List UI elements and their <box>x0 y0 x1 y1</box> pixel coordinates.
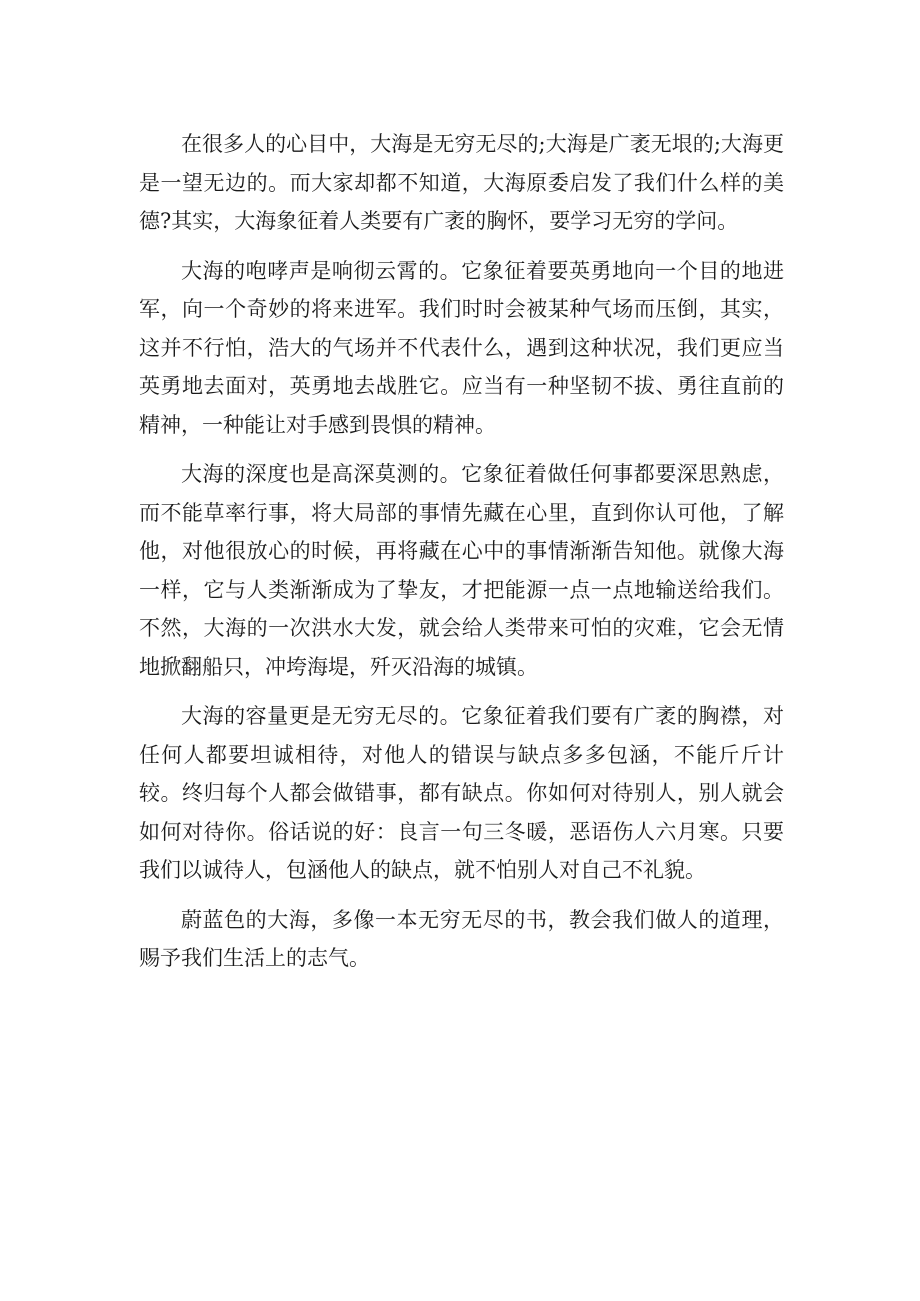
paragraph-2: 大海的咆哮声是响彻云霄的。它象征着要英勇地向一个目的地进军，向一个奇妙的将来进军。我们时时会被某种气场而压倒，其实，这并不行怕，浩大的气场并不代表什么，遇到这种状况，我们更应当英勇地去面对，英勇地去战胜它。应当有一种坚韧不拔、勇往直前的精神，一种能让对手感到畏惧的精神。 <box>139 258 784 437</box>
paragraph-5: 蔚蓝色的大海，多像一本无穷无尽的书，教会我们做人的道理，赐予我们生活上的志气。 <box>139 907 784 970</box>
document-body <box>139 125 784 989</box>
paragraph-4: 大海的容量更是无穷无尽的。它象征着我们要有广袤的胸襟，对任何人都要坦诚相待，对他人的错误与缺点多多包涵，不能斤斤计较。终归每个人都会做错事，都有缺点。你如何对待别人，别人就会如何对待你。俗话说的好：良言一句三冬暖，恶语伤人六月寒。只要我们以诚待人，包涵他人的缺点，就不怕别人对自己不礼貌。 <box>139 704 784 882</box>
paragraph-1: 在很多人的心目中，大海是无穷无尽的;大海是广袤无垠的;大海更是一望无边的。而大家却都不知道，大海原委启发了我们什么样的美德?其实，大海象征着人类要有广袤的胸怀，要学习无穷的学问。 <box>139 132 784 233</box>
paragraph-3: 大海的深度也是高深莫测的。它象征着做任何事都要深思熟虑，而不能草率行事，将大局部的事情先藏在心里，直到你认可他，了解他，对他很放心的时候，再将藏在心中的事情渐渐告知他。就像大海一样，它与人类渐渐成为了挚友，才把能源一点一点地输送给我们。不然，大海的一次洪水大发，就会给人类带来可怕的灾难，它会无情地掀翻船只，冲垮海堤，歼灭沿海的城镇。 <box>139 462 784 679</box>
